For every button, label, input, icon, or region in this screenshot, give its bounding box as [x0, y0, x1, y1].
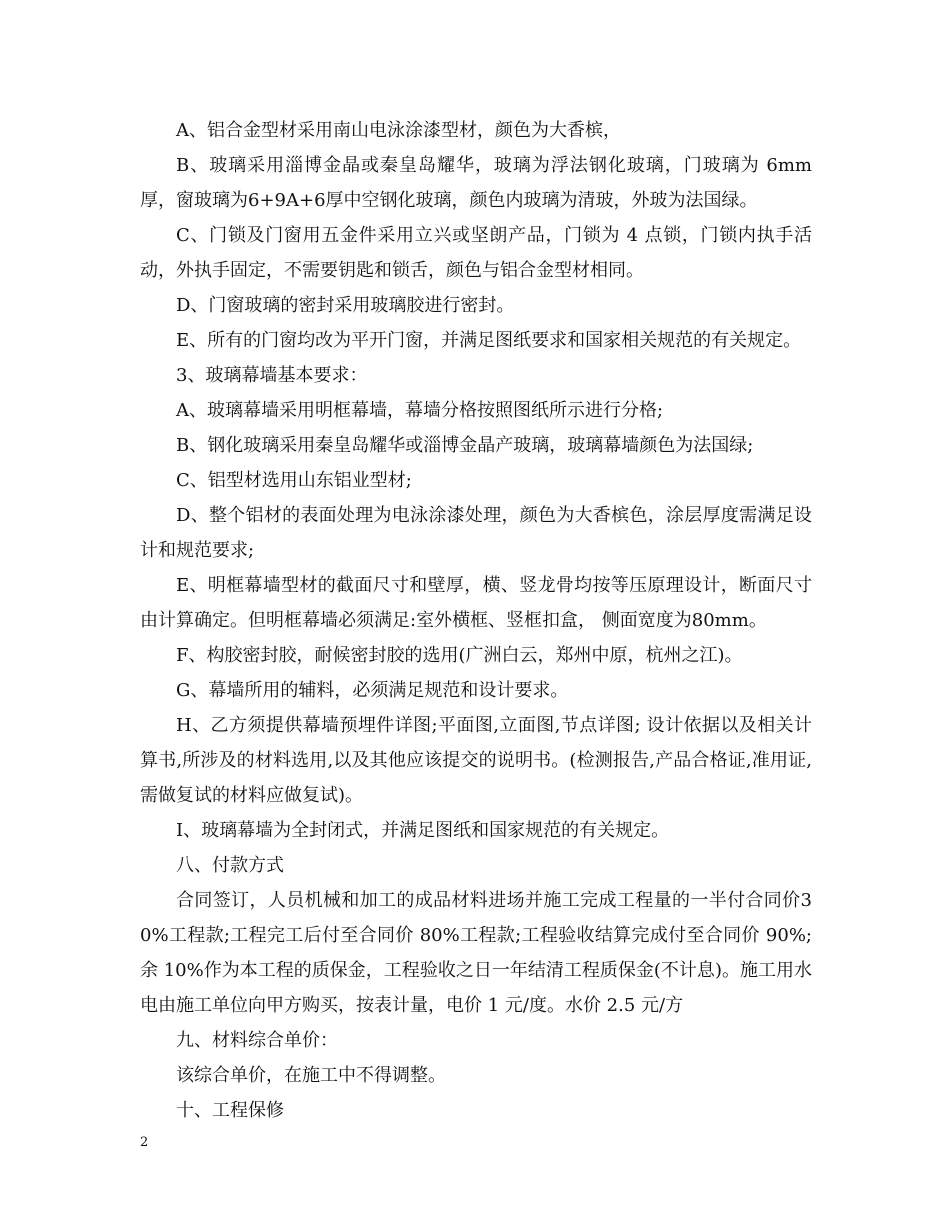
paragraph-aluminum-profile: A、铝合金型材采用南山电泳涂漆型材，颜色为大香槟，: [176, 120, 621, 141]
paragraph-tempered-glass: B、钢化玻璃采用秦皇岛耀华或淄博金晶产玻璃，玻璃幕墙颜色为法国绿;: [176, 435, 754, 456]
paragraph-payment-terms: 合同签订，人员机械和加工的成品材料进场并施工完成工程量的一半付合同价30%工程款;工程完工后付至合同价 80%工程款;工程验收结算完成付至合同价 90%;余 10%作为本工程的质保金，工程验收之日一年结清工程质保金(不计息)。施工用水电由施工单位向甲方购买，按表计量，电价 1 元/度。水价 2.5 元/方: [140, 890, 812, 1016]
paragraph-casement-windows: E、所有的门窗均改为平开门窗，并满足图纸要求和国家相关规范的有关规定。: [176, 330, 802, 351]
document-body: [140, 113, 812, 1128]
heading-warranty: 十、工程保修: [176, 1100, 284, 1121]
paragraph-fully-enclosed: I、玻璃幕墙为全封闭式，并满足图纸和国家规范的有关规定。: [176, 820, 670, 841]
paragraph-aluminum-supplier: C、铝型材选用山东铝业型材;: [176, 470, 412, 491]
paragraph-drawings-submission: H、乙方须提供幕墙预埋件详图;平面图,立面图,节点详图; 设计依据以及相关计算书,所涉及的材料选用,以及其他应该提交的说明书。(检测报告,产品合格证,准用证,需做复试的材料应做复试)。: [140, 715, 812, 806]
paragraph-door-lock-hardware: C、门锁及门窗用五金件采用立兴或坚朗产品，门锁为 4 点锁，门锁内执手活动，外执手固定，不需要钥匙和锁舌，颜色与铝合金型材相同。: [140, 225, 812, 281]
page-number: 2: [140, 1135, 149, 1150]
paragraph-sealant: F、构胶密封胶，耐候密封胶的选用(广洲白云，郑州中原，杭州之江)。: [176, 645, 743, 666]
heading-curtain-wall-requirements: 3、玻璃幕墙基本要求：: [176, 365, 368, 386]
paragraph-curtain-wall-frame: A、玻璃幕墙采用明框幕墙，幕墙分格按照图纸所示进行分格;: [176, 400, 664, 421]
paragraph-auxiliary-materials: G、幕墙所用的辅料，必须满足规范和设计要求。: [176, 680, 569, 701]
paragraph-profile-section: E、明框幕墙型材的截面尺寸和壁厚，横、竖龙骨均按等压原理设计，断面尺寸由计算确定。但明框幕墙必须满足:室外横框、竖框扣盒， 侧面宽度为80mm。: [140, 575, 812, 631]
paragraph-glass-spec: B、玻璃采用淄博金晶或秦皇岛耀华，玻璃为浮法钢化玻璃，门玻璃为 6mm厚，窗玻璃为6+9A+6厚中空钢化玻璃，颜色内玻璃为清玻，外玻为法国绿。: [140, 155, 812, 211]
heading-material-unit-price: 九、材料综合单价：: [176, 1030, 338, 1051]
paragraph-unit-price-fixed: 该综合单价，在施工中不得调整。: [176, 1065, 446, 1086]
heading-payment-method: 八、付款方式: [176, 855, 284, 876]
paragraph-surface-treatment: D、整个铝材的表面处理为电泳涂漆处理，颜色为大香槟色，涂层厚度需满足设计和规范要求;: [140, 505, 812, 561]
paragraph-glass-sealing: D、门窗玻璃的密封采用玻璃胶进行密封。: [176, 295, 515, 316]
